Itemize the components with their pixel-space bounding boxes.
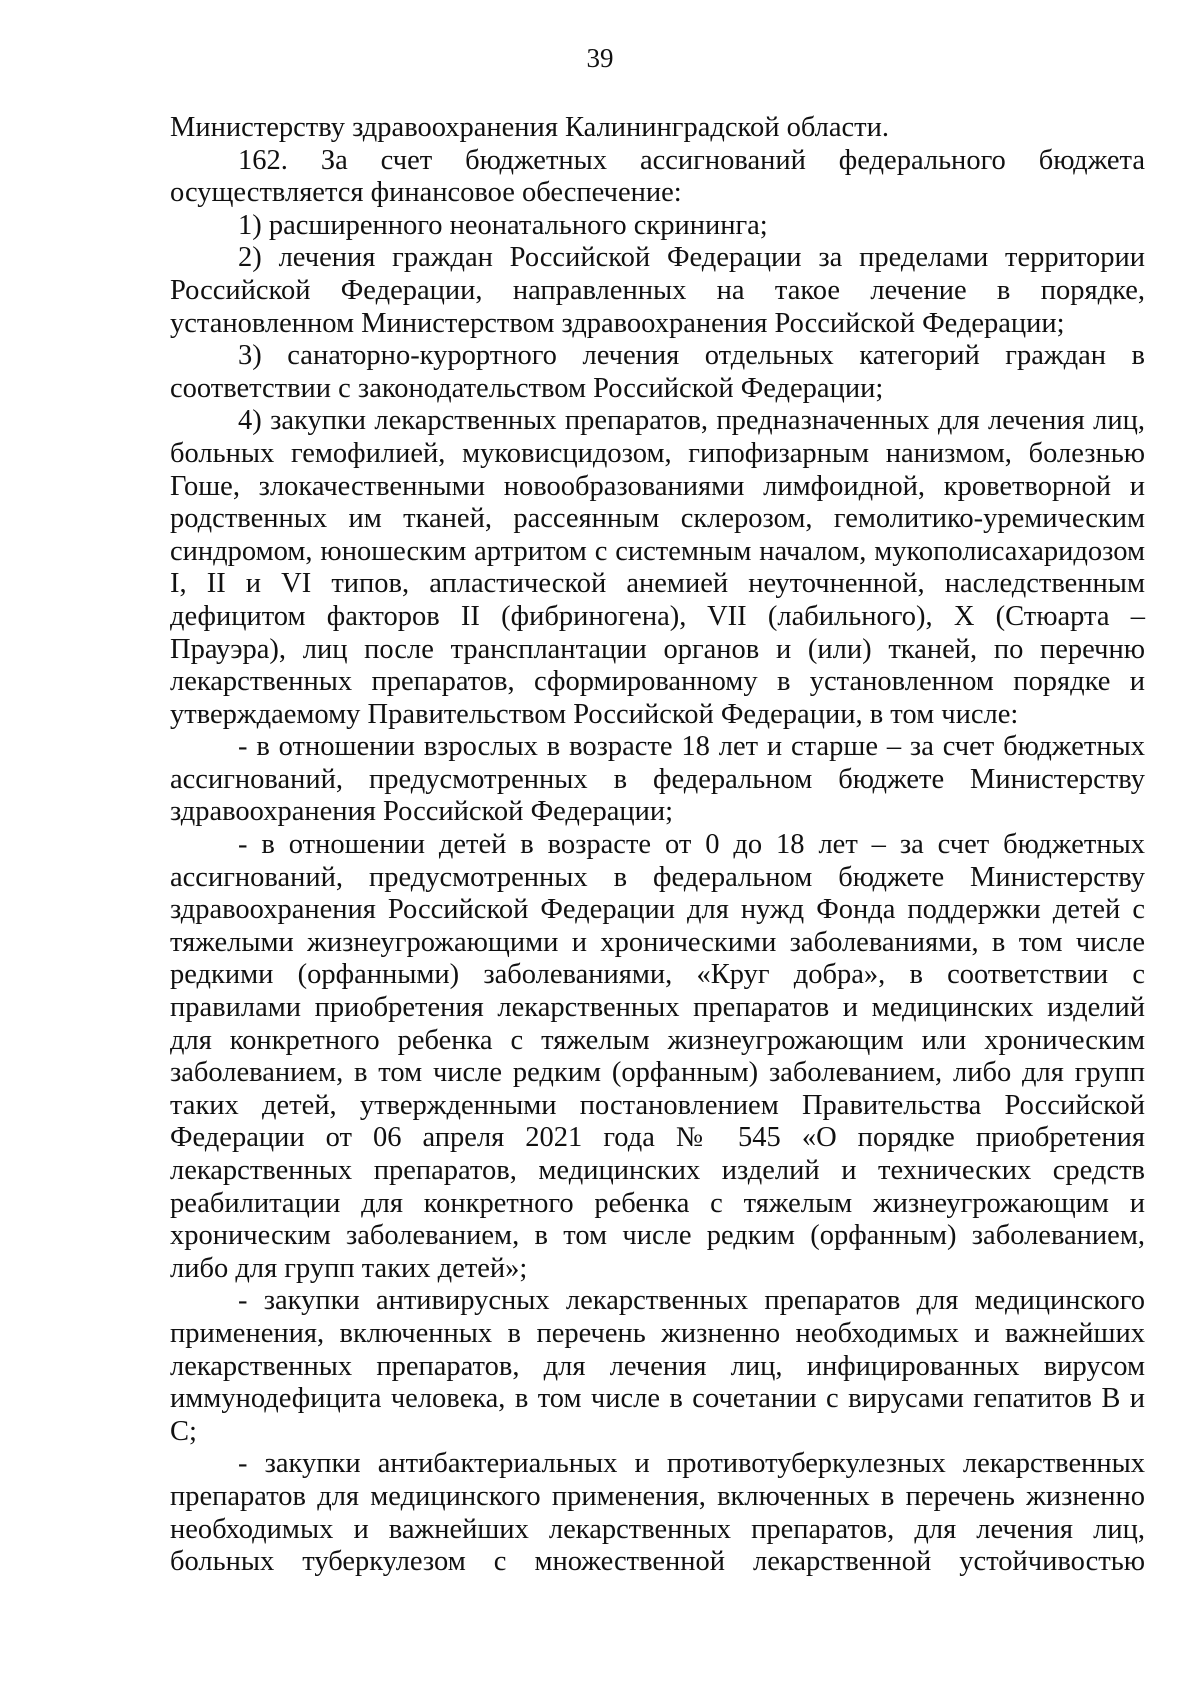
paragraph-subitem-3: 3) санаторно-курортного лечения отдельных категорий граждан в соответствии с законодательством Российской Федерации; <box>170 340 1145 404</box>
paragraph-bullet-children: - в отношении детей в возрасте от 0 до 18 лет – за счет бюджетных ассигнований, предусмотренных в федеральном бюджете Министерству здравоохранения Российской Федерации для нужд Фонда поддержки детей с тяжелыми жизнеугрожающими и хроническими заболеваниями, в том числе редкими (орфанными) заболеваниями, «Круг добра», в соответствии с правилами приобретения лекарственных препаратов и медицинских изделий для конкретного ребенка с тяжелым жизнеугрожающим или хроническим заболеванием, в том числе редким (орфанным) заболеванием, либо для групп таких детей, утвержденными постановлением Правительства Российской Федерации от 06 апреля 2021 года № 545 «О порядке приобретения лекарственных препаратов, медицинских изделий и технических средств реабилитации для конкретного ребенка с тяжелым жизнеугрожающим и хроническим заболеванием, в том числе редким (орфанным) заболеванием, либо для групп таких детей»; <box>170 829 1145 1284</box>
document-body <box>170 112 1145 1579</box>
paragraph-bullet-antiviral: - закупки антивирусных лекарственных препаратов для медицинского применения, включенных в перечень жизненно необходимых и важнейших лекарственных препаратов, для лечения лиц, инфицированных вирусом иммунодефицита человека, в том числе в сочетании с вирусами гепатитов B и C; <box>170 1285 1145 1447</box>
paragraph-subitem-4: 4) закупки лекарственных препаратов, предназначенных для лечения лиц, больных гемофилией, муковисцидозом, гипофизарным нанизмом, болезнью Гоше, злокачественными новообразованиями лимфоидной, кроветворной и родственных им тканей, рассеянным склерозом, гемолитико-уремическим синдромом, юношеским артритом с системным началом, мукополисахаридозом I, II и VI типов, апластической анемией неуточненной, наследственным дефицитом факторов II (фибриногена), VII (лабильного), X (Стюарта – Прауэра), лиц после трансплантации органов и (или) тканей, по перечню лекарственных препаратов, сформированному в установленном порядке и утверждаемому Правительством Российской Федерации, в том числе: <box>170 405 1145 730</box>
paragraph-bullet-adults: - в отношении взрослых в возрасте 18 лет и старше – за счет бюджетных ассигнований, предусмотренных в федеральном бюджете Министерству здравоохранения Российской Федерации; <box>170 731 1145 828</box>
paragraph-item-162: 162. За счет бюджетных ассигнований федерального бюджета осуществляется финансовое обеспечение: <box>170 144 1145 209</box>
paragraph-subitem-2: 2) лечения граждан Российской Федерации за пределами территории Российской Федерации, направленных на такое лечение в порядке, установленном Министерством здравоохранения Российской Федерации; <box>170 242 1145 339</box>
paragraph-bullet-antibacterial: - закупки антибактериальных и противотуберкулезных лекарственных препаратов для медицинского применения, включенных в перечень жизненно необходимых и важнейших лекарственных препаратов, для лечения лиц, больных туберкулезом с множественной лекарственной устойчивостью <box>170 1448 1145 1578</box>
paragraph-subitem-1: 1) расширенного неонатального скрининга; <box>238 209 768 241</box>
page-number: 39 <box>586 43 614 73</box>
paragraph-continuation: Министерству здравоохранения Калининградской области. <box>170 112 889 143</box>
